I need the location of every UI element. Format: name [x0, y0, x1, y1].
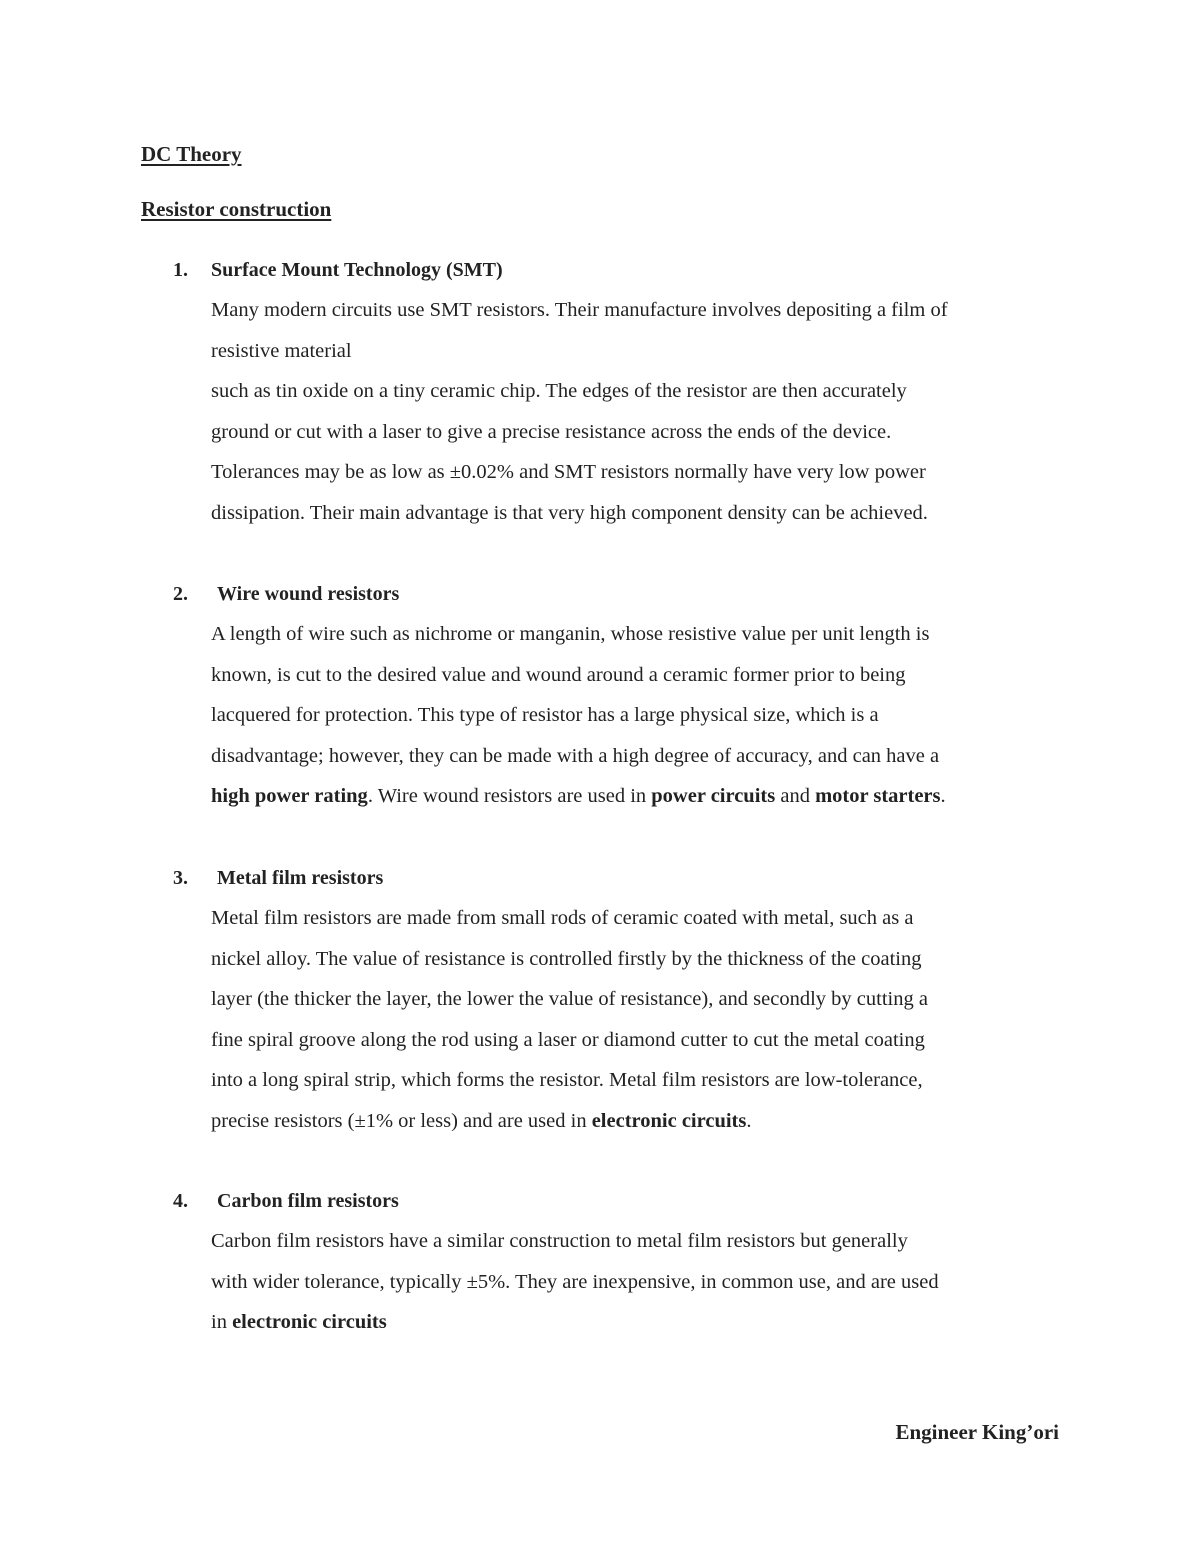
section-number: 2.	[173, 583, 188, 605]
section-number: 4.	[173, 1190, 188, 1212]
section-title: Surface Mount Technology (SMT)	[211, 259, 503, 281]
section-heading	[173, 250, 1073, 290]
body-line: into a long spiral strip, which forms the resistor. Metal film resistors are low-tolerance,	[211, 1069, 923, 1092]
body-line: fine spiral groove along the rod using a laser or diamond cutter to cut the metal coating	[211, 1028, 925, 1051]
inline-text: in	[211, 1311, 233, 1334]
body-line	[211, 776, 1073, 817]
section-wire-wound	[173, 574, 1073, 817]
section-number: 1.	[173, 259, 188, 281]
section-heading	[173, 858, 1073, 898]
section-carbon-film	[173, 1181, 1073, 1343]
body-line: with wider tolerance, typically ±5%. They are inexpensive, in common use, and are used	[211, 1270, 939, 1293]
body-line: such as tin oxide on a tiny ceramic chip. The edges of the resistor are then accurately	[211, 380, 907, 403]
bold-term: electronic circuits	[591, 1109, 747, 1132]
section-heading	[173, 1181, 1073, 1221]
section-heading	[173, 574, 1073, 614]
section-title: Wire wound resistors	[217, 583, 400, 605]
page-subtitle: Resistor construction	[141, 197, 332, 221]
section-title: Metal film resistors	[217, 867, 384, 889]
section-body	[211, 614, 1073, 817]
body-line: Carbon film resistors have a similar construction to metal film resistors but generally	[211, 1230, 908, 1252]
section-number: 3.	[173, 867, 188, 889]
bold-term: high power rating	[211, 785, 368, 808]
bold-term: power circuits	[651, 785, 776, 808]
body-line: Many modern circuits use SMT resistors. Their manufacture involves depositing a film of	[211, 299, 948, 321]
section-body	[211, 290, 1073, 534]
body-line: ground or cut with a laser to give a precise resistance across the ends of the device.	[211, 420, 892, 443]
bold-term: electronic circuits	[232, 1311, 387, 1334]
body-line: layer (the thicker the layer, the lower the value of resistance), and secondly by cutting a	[211, 988, 928, 1011]
body-line: disadvantage; however, they can be made with a high degree of accuracy, and can have a	[211, 744, 940, 767]
body-line: dissipation. Their main advantage is that very high component density can be achieved.	[211, 501, 928, 524]
bold-term: motor starters	[815, 785, 941, 808]
body-line: Tolerances may be as low as ±0.02% and SMT resistors normally have very low power	[211, 461, 926, 484]
body-line	[211, 1302, 1073, 1343]
body-line: nickel alloy. The value of resistance is controlled firstly by the thickness of the coating	[211, 947, 922, 970]
body-line	[211, 1101, 1073, 1142]
section-smt	[173, 250, 1073, 534]
body-line: A length of wire such as nichrome or manganin, whose resistive value per unit length is	[211, 623, 930, 645]
author-signature: Engineer King’ori	[895, 1420, 1059, 1444]
section-metal-film	[173, 858, 1073, 1142]
inline-text: .	[940, 785, 946, 808]
body-line: known, is cut to the desired value and wound around a ceramic former prior to being	[211, 663, 906, 686]
inline-text: precise resistors (±1% or less) and are used in	[211, 1109, 592, 1132]
section-body	[211, 898, 1073, 1142]
body-line: lacquered for protection. This type of resistor has a large physical size, which is a	[211, 704, 879, 727]
body-line: resistive material	[211, 339, 352, 362]
section-title: Carbon film resistors	[217, 1190, 399, 1212]
body-line: Metal film resistors are made from small rods of ceramic coated with metal, such as a	[211, 907, 914, 929]
inline-text: . Wire wound resistors are used in	[367, 785, 652, 808]
inline-text: .	[746, 1109, 752, 1132]
inline-text: and	[775, 785, 816, 808]
page-title: DC Theory	[141, 142, 242, 166]
section-body	[211, 1221, 1073, 1343]
